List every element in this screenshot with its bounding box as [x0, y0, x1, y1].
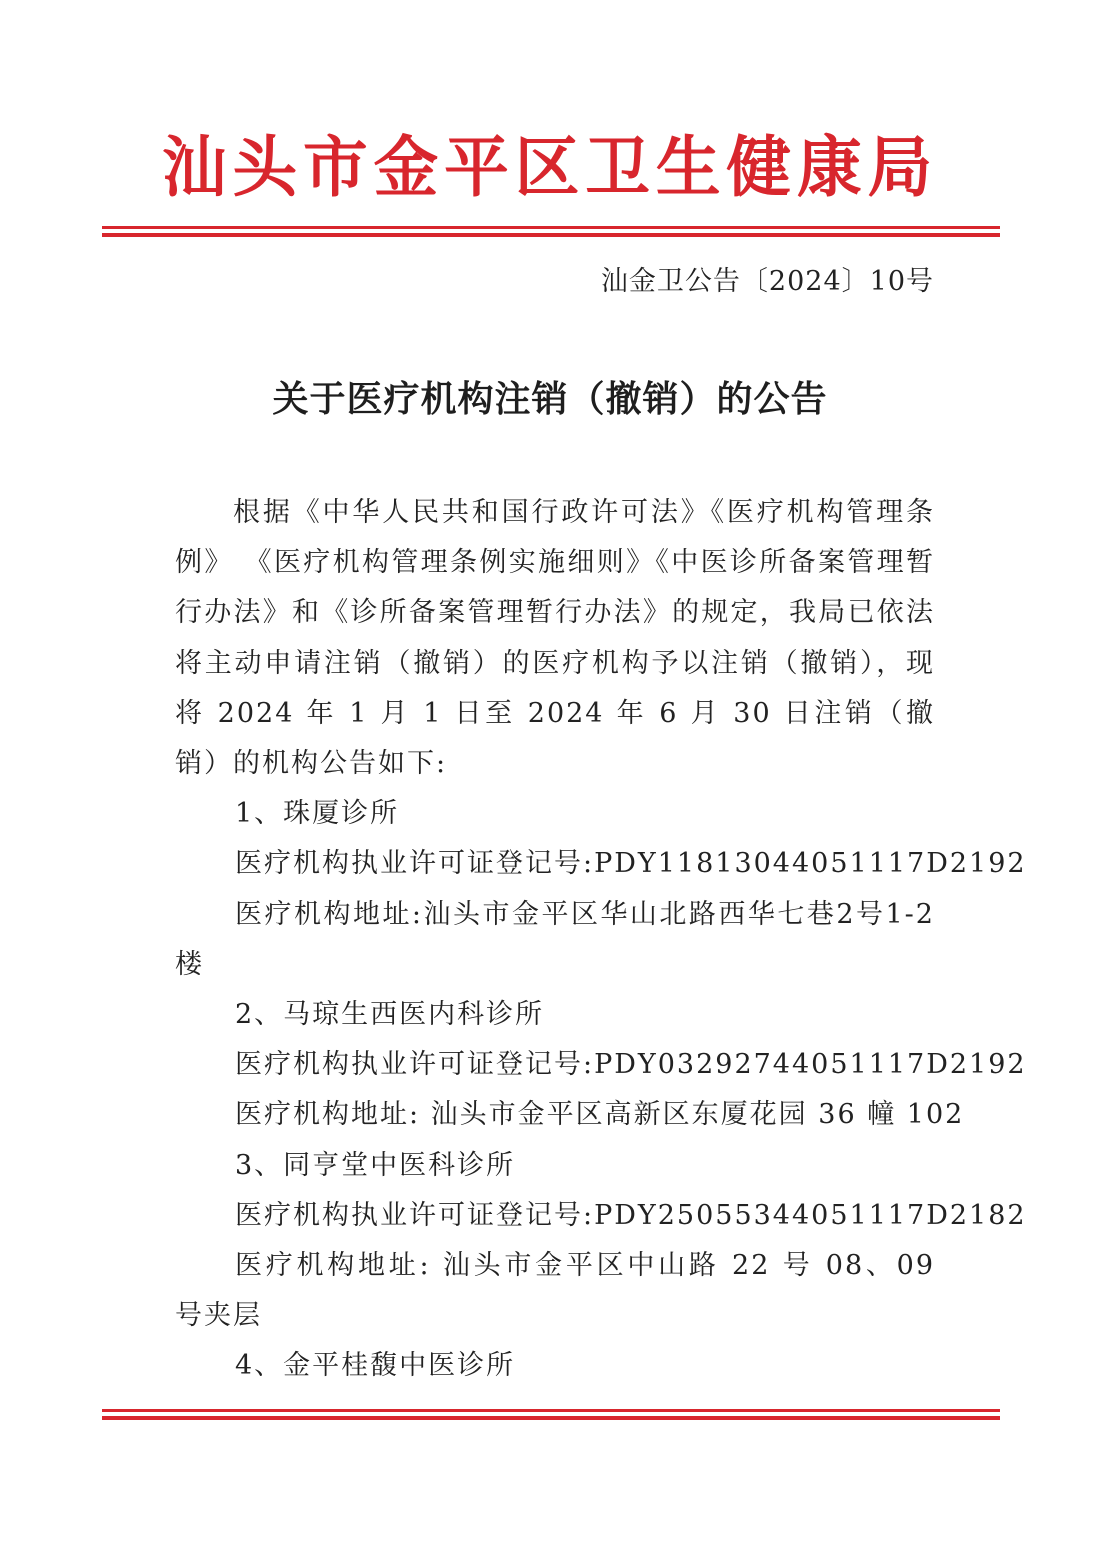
institution-name: 1、珠厦诊所: [235, 798, 400, 830]
institution-address: 医疗机构地址:汕头市金平区华山北路西华七巷2号1-2楼: [175, 898, 935, 980]
header-rule-thick: [102, 233, 1000, 237]
document-title: 关于医疗机构注销（撤销）的公告: [272, 379, 828, 420]
document-body: [175, 488, 1027, 1392]
institution-name: 3、同亨堂中医科诊所: [235, 1149, 516, 1181]
institution-license: 医疗机构执业许可证登记号:PDY03292744051117D2192: [235, 1049, 1027, 1081]
intro-paragraph: 根据《中华人民共和国行政许可法》《医疗机构管理条例》 《医疗机构管理条例实施细则》《中医诊所备案管理暂行办法》和《诊所备案管理暂行办法》的规定，我局已依法将主动申请注销（撤销）的医疗机构予以注销（撤销），现将 2024 年 1 月 1 日至 2024 年 6 月 30 日注销（撤销）的机构公告如下:: [175, 497, 935, 780]
institution-license: 医疗机构执业许可证登记号:PDY25055344051117D2182: [235, 1199, 1027, 1231]
institution-name: 4、金平桂馥中医诊所: [235, 1350, 516, 1382]
footer-rule-thick: [102, 1416, 1000, 1420]
institution-name: 2、马琼生西医内科诊所: [235, 999, 545, 1031]
header-rule-thin: [102, 226, 1000, 229]
institution-address: 医疗机构地址: 汕头市金平区中山路 22 号 08、09 号夹层: [175, 1250, 935, 1332]
institution-address: 医疗机构地址: 汕头市金平区高新区东厦花园 36 幢 102: [235, 1099, 965, 1131]
institution-license: 医疗机构执业许可证登记号:PDY11813044051117D2192: [235, 848, 1027, 880]
footer-rule-thin: [102, 1409, 1000, 1412]
document-number: 汕金卫公告〔2024〕10号: [600, 266, 934, 297]
org-header: 汕头市金平区卫生健康局: [161, 128, 939, 206]
